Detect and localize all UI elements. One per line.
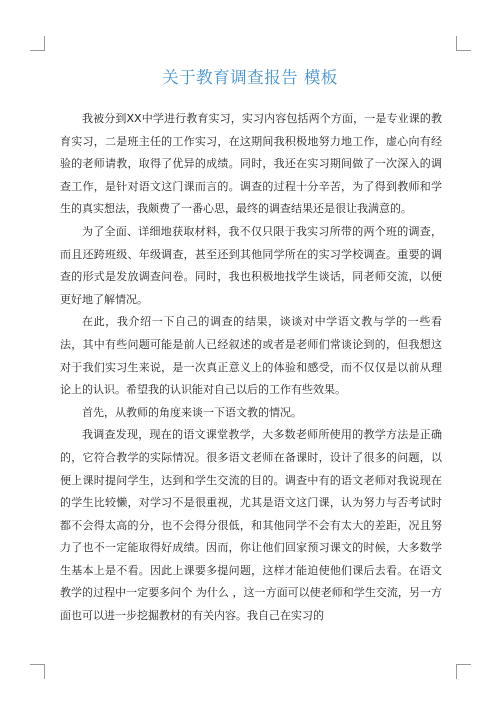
crop-mark-top-left [30, 36, 45, 51]
paragraph-1: 我被分到XX中学进行教育实习，实习内容包括两个方面，一是专业课的教育实习，二是班主任的工作实习，在这期间我积极地努力地工作，虚心向有经验的老师请教，取得了优异的成绩。同时，我还在实习期间做了一次深入的调查工作，是针对语文这门课而言的。调查的过程十分辛苦，为了得到教师和学生的真实想法，我颇费了一番心思，最终的调查结果还是很让我满意的。 [60, 112, 442, 216]
document-body [60, 108, 442, 628]
crop-mark-bottom-right [456, 664, 471, 679]
crop-mark-top-right [456, 36, 471, 51]
crop-mark-bottom-left [30, 664, 45, 679]
paragraph-2: 为了全面、详细地获取材料，我不仅只限于我实习所带的两个班的调查，而且还跨班级、年级调查，甚至还到其他同学所在的实习学校调查。重要的调查的形式是发放调查问卷。同时，我也积极地找学生谈话，同老师交流，以便更好地了解情况。 [60, 224, 442, 306]
paragraph-3: 在此，我介绍一下自己的调查的结果，谈谈对中学语文教与学的一些看法，其中有些问题可能是前人已经叙述的或者是老师们常谈论到的，但我想这对于我们实习生来说，是一次真正意义上的体验和感受，而不仅仅是以前从理论上的认识。希望我的认识能对自己以后的工作有些效果。 [60, 315, 442, 397]
paragraph-4: 首先，从教师的角度来谈一下语文教的情况。 [82, 405, 302, 419]
paragraph-5: 我调查发现，现在的语文课堂教学，大多数老师所使用的教学方法是正确的，它符合教学的实际情况。很多语文老师在备课时，设计了很多的问题，以便上课时提问学生，达到和学生交流的目的。调查中有的语文老师对我说现在的学生比较懒，对学习不是很重视，尤其是语文这门课，认为努力与否考试时都不会得太高的分，也不会得分很低，和其他同学不会有太大的差距，况且努力了也不一定能取得好成绩。因而，你让他们回家预习课文的时候，大多数学生基本上是不看。因此上课要多提问题，这样才能迫使他们课后去看。在语文教学的过程中一定要多问个 为什么 ，这一方面可以使老师和学生交流，另一方面也可以进一步挖掘教材的有关内容。我自己在实习的 [60, 428, 442, 623]
document-title: 关于教育调查报告 模板 [162, 68, 338, 87]
